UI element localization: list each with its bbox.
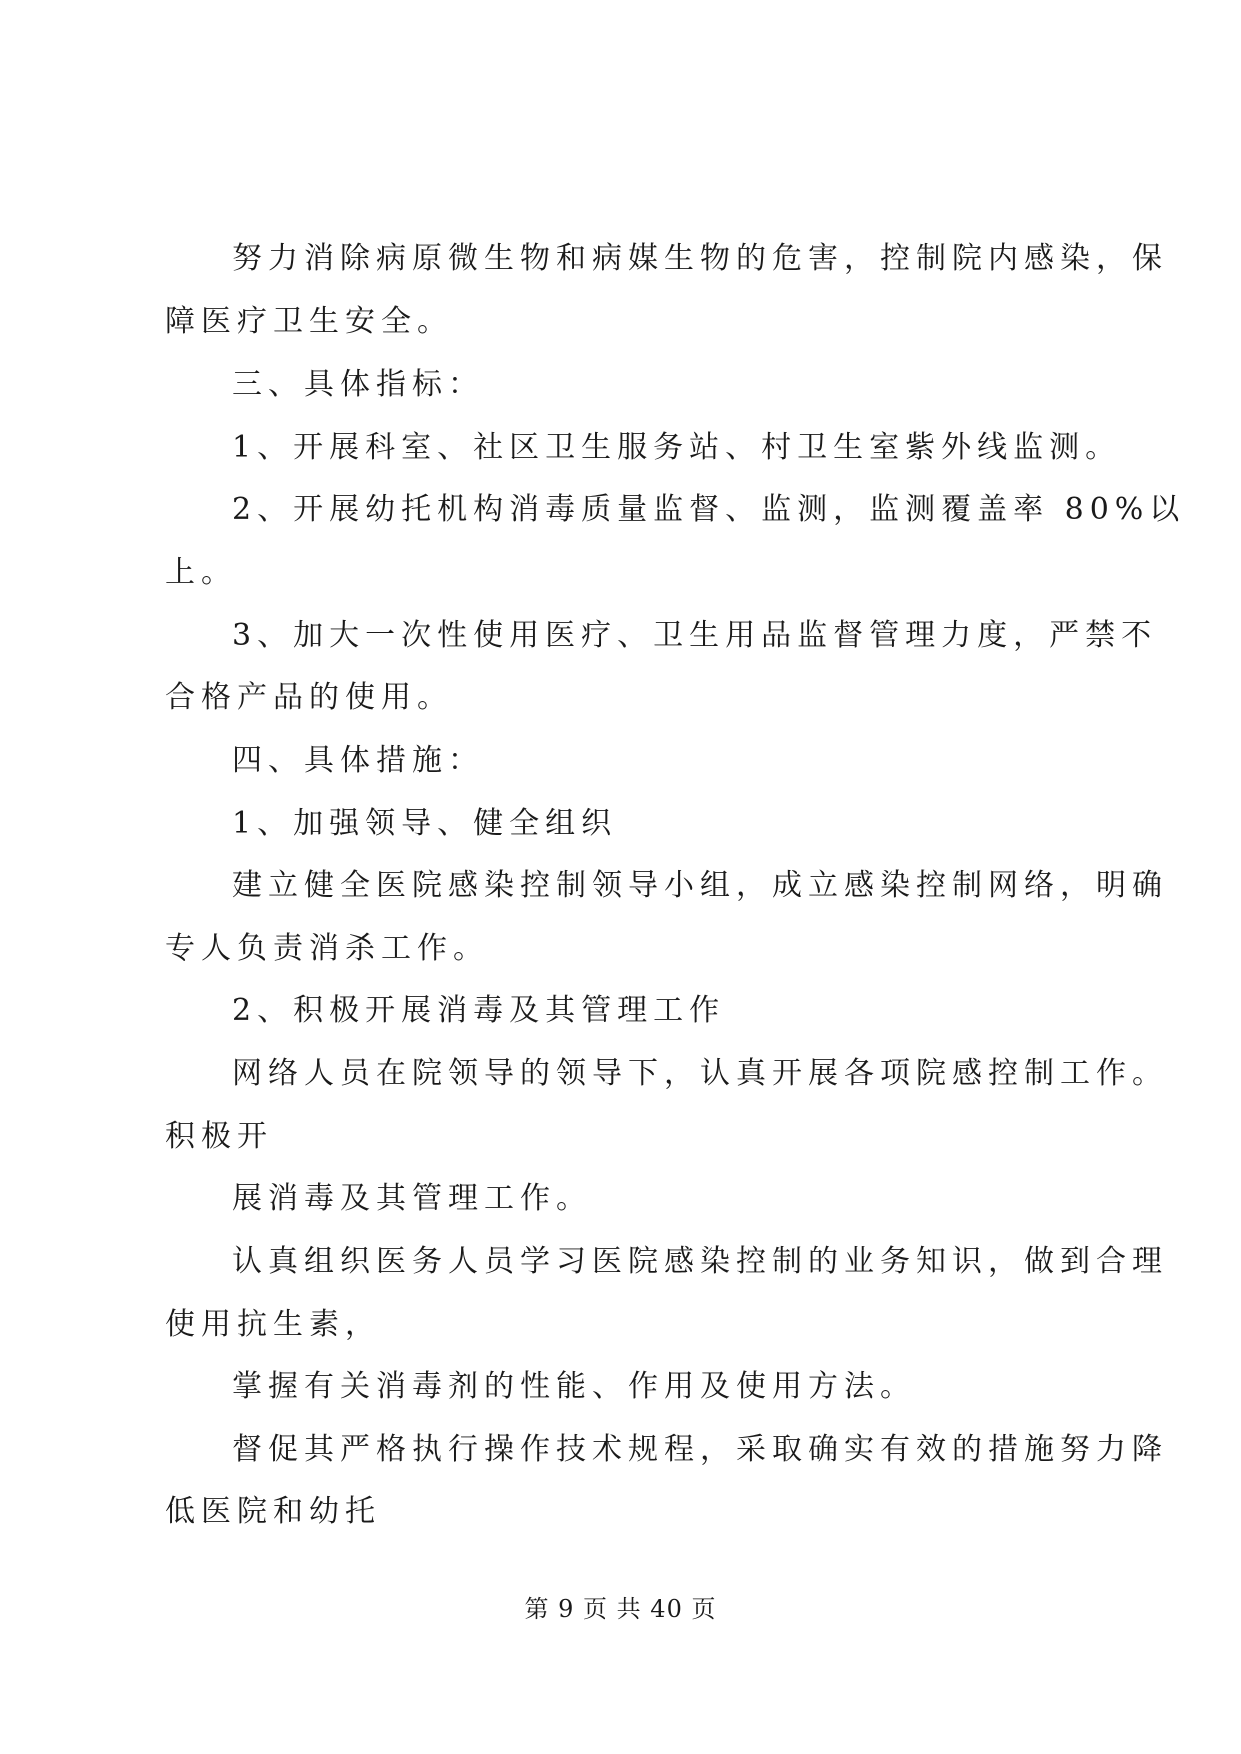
section-heading: 三、具体指标： [232, 367, 484, 402]
paragraph-line: 努力消除病原微生物和病媒生物的危害，控制院内感染，保 [232, 241, 1168, 276]
list-item: 1、开展科室、社区卫生服务站、村卫生室紫外线监测。 [232, 430, 1122, 465]
paragraph-line: 障医疗卫生安全。 [165, 304, 453, 339]
paragraph-line: 掌握有关消毒剂的性能、作用及使用方法。 [232, 1369, 916, 1404]
paragraph-line: 认真组织医务人员学习医院感染控制的业务知识，做到合理 [232, 1244, 1168, 1279]
list-item: 3、加大一次性使用医疗、卫生用品监督管理力度，严禁不 [232, 618, 1158, 653]
list-item: 1、加强领导、健全组织 [232, 806, 618, 841]
paragraph-line: 建立健全医院感染控制领导小组，成立感染控制网络，明确 [232, 868, 1168, 903]
paragraph-line: 专人负责消杀工作。 [165, 931, 489, 966]
paragraph-line: 督促其严格执行操作技术规程，采取确实有效的措施努力降 [232, 1432, 1168, 1467]
paragraph-line: 展消毒及其管理工作。 [232, 1181, 592, 1216]
paragraph-line: 网络人员在院领导的领导下，认真开展各项院感控制工作。 [232, 1056, 1168, 1091]
paragraph-line: 低医院和幼托 [165, 1494, 381, 1529]
paragraph-line: 积极开 [165, 1119, 273, 1154]
list-item: 2、积极开展消毒及其管理工作 [232, 993, 726, 1028]
list-item: 2、开展幼托机构消毒质量监督、监测，监测覆盖率 80%以 [232, 492, 1186, 527]
section-heading: 四、具体措施： [232, 743, 484, 778]
paragraph-line: 上。 [165, 555, 237, 590]
paragraph-line: 合格产品的使用。 [165, 680, 453, 715]
paragraph-line: 使用抗生素， [165, 1307, 381, 1342]
page-footer: 第 9 页 共 40 页 [524, 1595, 717, 1623]
